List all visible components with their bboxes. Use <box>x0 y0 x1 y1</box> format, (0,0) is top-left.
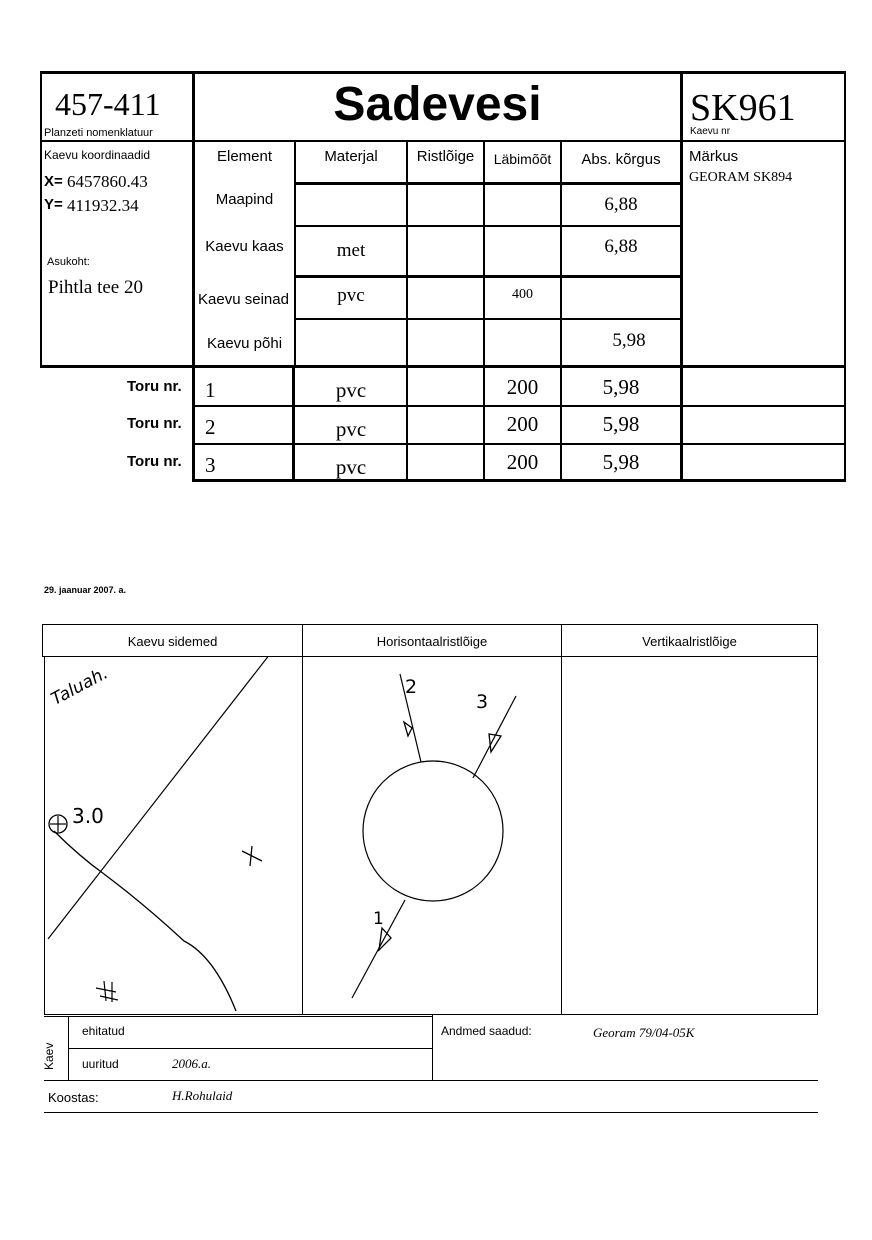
pipe-height-3: 5,98 <box>602 450 640 474</box>
document-date: 29. jaanuar 2007. a. <box>44 585 127 595</box>
well-number: SK961 <box>690 87 796 129</box>
row-height-cover: 6,88 <box>604 236 638 257</box>
row-material-cover: met <box>336 240 366 261</box>
row-element-ground: Maapind <box>215 191 274 208</box>
x-coordinate: 6457860.43 <box>67 172 148 191</box>
column-header-cross-section: Ristlõige <box>416 148 475 165</box>
pipe-label-2: Toru nr. <box>127 415 182 432</box>
page-title: Sadevesi <box>333 78 542 131</box>
panel-title-connections: Kaevu sidemed <box>127 634 218 649</box>
row-material-walls: pvc <box>337 285 365 306</box>
pipe-height-1: 5,98 <box>602 375 640 399</box>
pipe-label-3: Toru nr. <box>127 453 182 470</box>
surveyed-label: uuritud <box>82 1057 119 1071</box>
y-label: Y= <box>44 196 63 213</box>
column-header-height: Abs. kõrgus <box>581 151 661 168</box>
distance-label: 3.0 <box>72 804 104 828</box>
column-header-element: Element <box>216 148 273 165</box>
column-header-material: Materjal <box>324 148 378 165</box>
location-value: Pihtla tee 20 <box>48 277 143 298</box>
pipe-label-1-sketch: 1 <box>373 909 384 929</box>
pipe-diameter-2: 200 <box>506 412 539 436</box>
well-number-label: Kaevu nr <box>690 126 731 137</box>
row-height-ground: 6,88 <box>604 194 638 215</box>
kaev-label: Kaev <box>42 1042 56 1070</box>
surveyed-value: 2006.a. <box>172 1056 211 1071</box>
pipe-label-3-sketch: 3 <box>476 691 489 713</box>
pipe-material-1: pvc <box>335 378 367 402</box>
connections-sketch <box>44 656 302 1014</box>
pipe-diameter-3: 200 <box>506 450 539 474</box>
row-element-cover: Kaevu kaas <box>205 238 284 255</box>
pipe-label-1: Toru nr. <box>127 378 182 395</box>
x-label: X= <box>44 173 63 190</box>
column-header-diameter: Läbimõõt <box>493 151 552 167</box>
note-value: GEORAM SK894 <box>689 170 793 185</box>
nomenclature-label: Planzeti nomenklatuur <box>44 127 153 139</box>
pipe-label-2-sketch: 2 <box>405 676 418 698</box>
pipe-number-1: 1 <box>205 378 216 402</box>
pipe-number-2: 2 <box>205 415 216 439</box>
built-label: ehitatud <box>82 1024 125 1038</box>
row-diameter-walls: 400 <box>512 287 533 302</box>
pipe-height-2: 5,98 <box>602 412 640 436</box>
y-coordinate: 411932.34 <box>67 196 139 215</box>
row-element-bottom: Kaevu põhi <box>206 335 283 352</box>
panel-title-vertical: Vertikaalristlõige <box>642 634 737 649</box>
pipe-diameter-1: 200 <box>506 375 539 399</box>
row-height-bottom: 5,98 <box>612 330 646 351</box>
location-label: Asukoht: <box>47 256 90 268</box>
row-element-walls: Kaevu seinad <box>198 291 289 308</box>
data-source-label: Andmed saadud: <box>441 1024 532 1038</box>
author-label: Koostas: <box>48 1090 99 1105</box>
pipe-material-3: pvc <box>335 455 367 479</box>
column-header-note: Märkus <box>689 148 739 165</box>
author-value: H.Rohulaid <box>172 1088 233 1103</box>
horizontal-section-sketch <box>303 656 561 1014</box>
data-source-value: Georam 79/04-05K <box>593 1025 695 1040</box>
street-label: Taluah. <box>48 663 112 710</box>
coords-label: Kaevu koordinaadid <box>44 148 151 162</box>
nomenclature-value: 457-411 <box>55 86 161 122</box>
panel-title-horizontal: Horisontaalristlõige <box>376 634 488 649</box>
pipe-number-3: 3 <box>205 453 216 477</box>
pipe-material-2: pvc <box>335 417 367 441</box>
